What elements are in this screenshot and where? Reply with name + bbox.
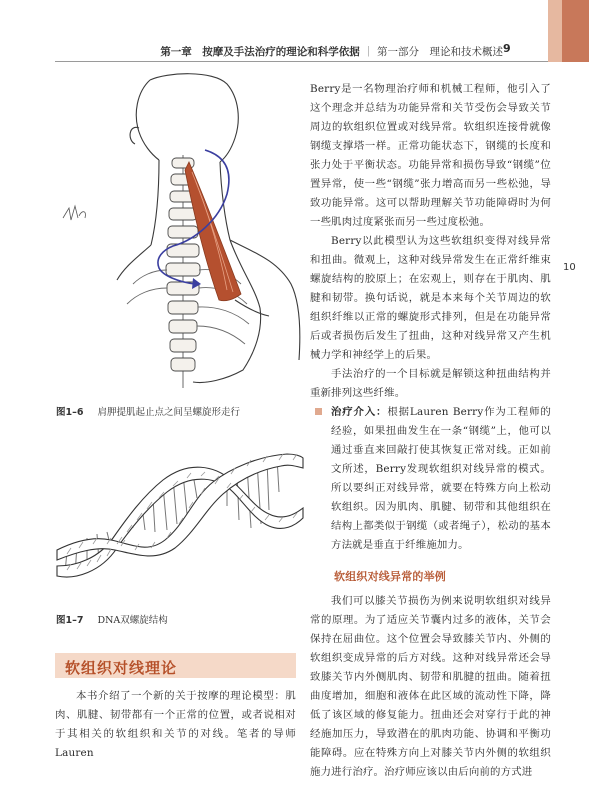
paragraph: 本书介绍了一个新的关于按摩的理论模型：肌肉、肌腱、韧带都有一个正常的位置，或者说相对于其相关的软组织和关节的对线。笔者的导师Lauren: [55, 690, 296, 759]
treatment-text: 根据Lauren Berry作为工程师的经验，如果扭曲发生在一条“钢缆”上，他可以通过垂直来回敲打使其恢复正常对线。正如前文所述，Berry发现软组织对线异常的模式。所以要纠正对线异常，就要在特殊方向上松动软组织。因为肌肉、肌腱、韧带和其他组织在结构上都类似于钢缆（或者绳子），松动的基本方法就是垂直于纤维施加力。: [331, 406, 551, 551]
treatment-paragraph: [310, 403, 551, 555]
figure-caption-text: 肩胛提肌起止点之间呈螺旋形走行: [97, 407, 240, 418]
corner-tab: [548, 0, 589, 62]
running-header: [0, 40, 548, 62]
bullet-square-icon: [315, 408, 322, 415]
paragraph: 我们可以膝关节损伤为例来说明软组织对线异常的原理。为了适应关节囊内过多的液体，关节会保持在屈曲位。这个位置会导致膝关节内、外侧的软组织变成异常的后方对线。这种对线异常还会导致膝关节内外侧肌肉、韧带和肌腱的扭曲。随着扭曲度增加，细胞和液体在此区域的流动性下降，降低了该区域的修复能力。扭曲还会对穿行于此的神经施加压力，导致潜在的肌肉功能、协调和平衡功能障碍。应在特殊方向上对膝关节内外侧的软组织施力进行治疗。治疗师应该以由后向前的方式进: [310, 595, 551, 778]
figure-label: 图1–7: [56, 615, 84, 626]
figure-caption-text: DNA双螺旋结构: [97, 615, 168, 626]
paragraph: Berry是一名物理治疗师和机械工程师，他引入了这个理念并总结为功能异常和关节受伤会导致关节周边的软组织位置或对线异常。软组织连接骨就像钢缆支撑塔一样。正常功能状态下，钢缆的长度和张力处于平衡状态。功能异常和损伤导致“钢缆”位置异常，使一些“钢缆”张力增高而另一些松弛，导致功能异常。这可以帮助理解关节功能障碍时为何一些肌肉过度紧张而另一些过度松弛。: [310, 83, 551, 228]
figure-label: 图1–6: [56, 407, 84, 418]
chapter-title: 第一章 按摩及手法治疗的理论和科学依据: [160, 46, 360, 58]
section-title: 软组织对线理论: [65, 659, 178, 677]
left-column-text: [55, 687, 296, 763]
figure-dna-helix: [55, 448, 305, 598]
paragraph: 手法治疗的一个目标就是解锁这种扭曲结构并重新排列这些纤维。: [310, 368, 551, 399]
header-rule: [55, 61, 548, 62]
paragraph: Berry以此模型认为这些软组织变得对线异常和扭曲。微观上，这种对线异常发生在正常纤维束螺旋结构的胶原上；在宏观上，则存在于肌肉、肌腱和韧带。换句话说，就是本来每个关节周边的软组织纤维以正常的螺旋形式排列，但是在功能异常后或者损伤后发生了扭曲，这种对线异常又产生机械力学和神经学上的后果。: [310, 235, 551, 361]
right-column-text: [310, 80, 551, 782]
figure-neck-muscle: [55, 70, 305, 392]
marginal-page-number: 10: [563, 262, 576, 273]
running-head-text: [160, 44, 503, 59]
neck-illustration: [55, 70, 305, 392]
page-number: 9: [503, 42, 511, 55]
dna-helix-illustration: [55, 448, 305, 598]
figure-caption-1-6: [56, 404, 240, 418]
figure-caption-1-7: [56, 612, 168, 626]
subheading: 软组织对线异常的举例: [334, 570, 446, 583]
part-title: 第一部分 理论和技术概述: [377, 46, 503, 58]
section-title-box: [55, 653, 296, 678]
header-separator: ｜: [363, 46, 374, 58]
treatment-label: 治疗介入：: [331, 406, 388, 418]
